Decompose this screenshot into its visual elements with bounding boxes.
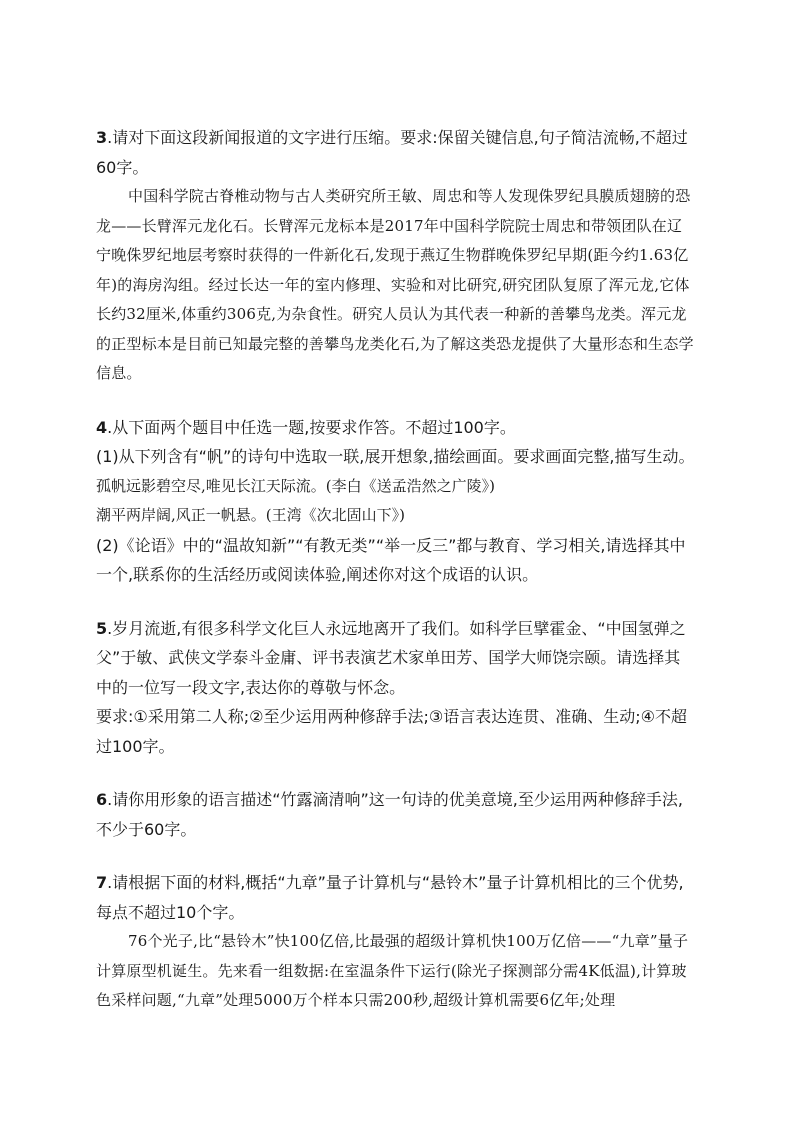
- requirements: 要求:①采用第二人称;②至少运用两种修辞手法;③语言表达连贯、准确、生动;④不超过100字。: [96, 707, 687, 756]
- question-3: [96, 123, 696, 182]
- question-number: 3: [96, 128, 108, 147]
- subquestion-2: (2)《论语》中的“温故知新”“有教无类”“举一反三”都与教育、学习相关,请选择其中一个,联系你的生活经历或阅读体验,阐述你对这个成语的认识。: [96, 535, 686, 584]
- question-prompt: .岁月流逝,有很多科学文化巨人永远地离开了我们。如科学巨擘霍金、“中国氢弹之父”于敏、武侠文学泰斗金庸、评书表演艺术家单田芳、国学大师饶宗颐。请选择其中的一位写一段文字,表达你的尊敬与怀念。: [96, 618, 686, 697]
- subquestion-1: (1)从下列含有“帆”的诗句中选取一联,展开想象,描绘画面。要求画面完整,描写生动。: [96, 447, 695, 466]
- question-4: [96, 413, 696, 443]
- question-number: 7: [96, 873, 108, 892]
- question-number: 6: [96, 790, 108, 809]
- question-prompt: .请对下面这段新闻报道的文字进行压缩。要求:保留关键信息,句子简洁流畅,不超过60字。: [96, 128, 688, 177]
- poem-line-1: 孤帆远影碧空尽,唯见长江天际流。(李白《送孟浩然之广陵》): [96, 476, 495, 495]
- question-prompt: .请根据下面的材料,概括“九章”量子计算机与“悬铃木”量子计算机相比的三个优势,每点不超过10个字。: [96, 873, 684, 922]
- poem-line-2: 潮平两岸阔,风正一帆悬。(王湾《次北固山下》): [96, 506, 405, 524]
- news-passage: 中国科学院古脊椎动物与古人类研究所王敏、周忠和等人发现侏罗纪具膜质翅膀的恐龙——长臂浑元龙化石。长臂浑元龙标本是2017年中国科学院院士周忠和带领团队在辽宁晚侏罗纪地层考察时获得的一件新化石,发现于燕辽生物群晚侏罗纪早期(距今约1.63亿年)的海房沟组。经过长达一年的室内修理、实验和对比研究,研究团队复原了浑元龙,它体长约32厘米,体重约306克,为杂食性。研究人员认为其代表一种新的善攀鸟龙类。浑元龙的正型标本是目前已知最完整的善攀鸟龙类化石,为了解这类恐龙提供了大量形态和生态学信息。: [96, 187, 694, 382]
- question-prompt: .请你用形象的语言描述“竹露滴清响”这一句诗的优美意境,至少运用两种修辞手法,不少于60字。: [96, 790, 683, 839]
- question-number: 4: [96, 417, 108, 437]
- question-5: [96, 614, 696, 703]
- question-prompt: .从下面两个题目中任选一题,按要求作答。不超过100字。: [107, 417, 516, 437]
- question-7: [96, 868, 696, 927]
- exam-page: [96, 123, 696, 1016]
- material-passage: 76个光子,比“悬铃木”快100亿倍,比最强的超级计算机快100万亿倍——“九章”量子计算原型机诞生。先来看一组数据:在室温条件下运行(除光子探测部分需4K低温),计算玻色采样问题,“九章”处理5000万个样本只需200秒,超级计算机需要6亿年;处理: [96, 932, 689, 1009]
- question-number: 5: [96, 618, 108, 638]
- question-6: [96, 785, 696, 844]
